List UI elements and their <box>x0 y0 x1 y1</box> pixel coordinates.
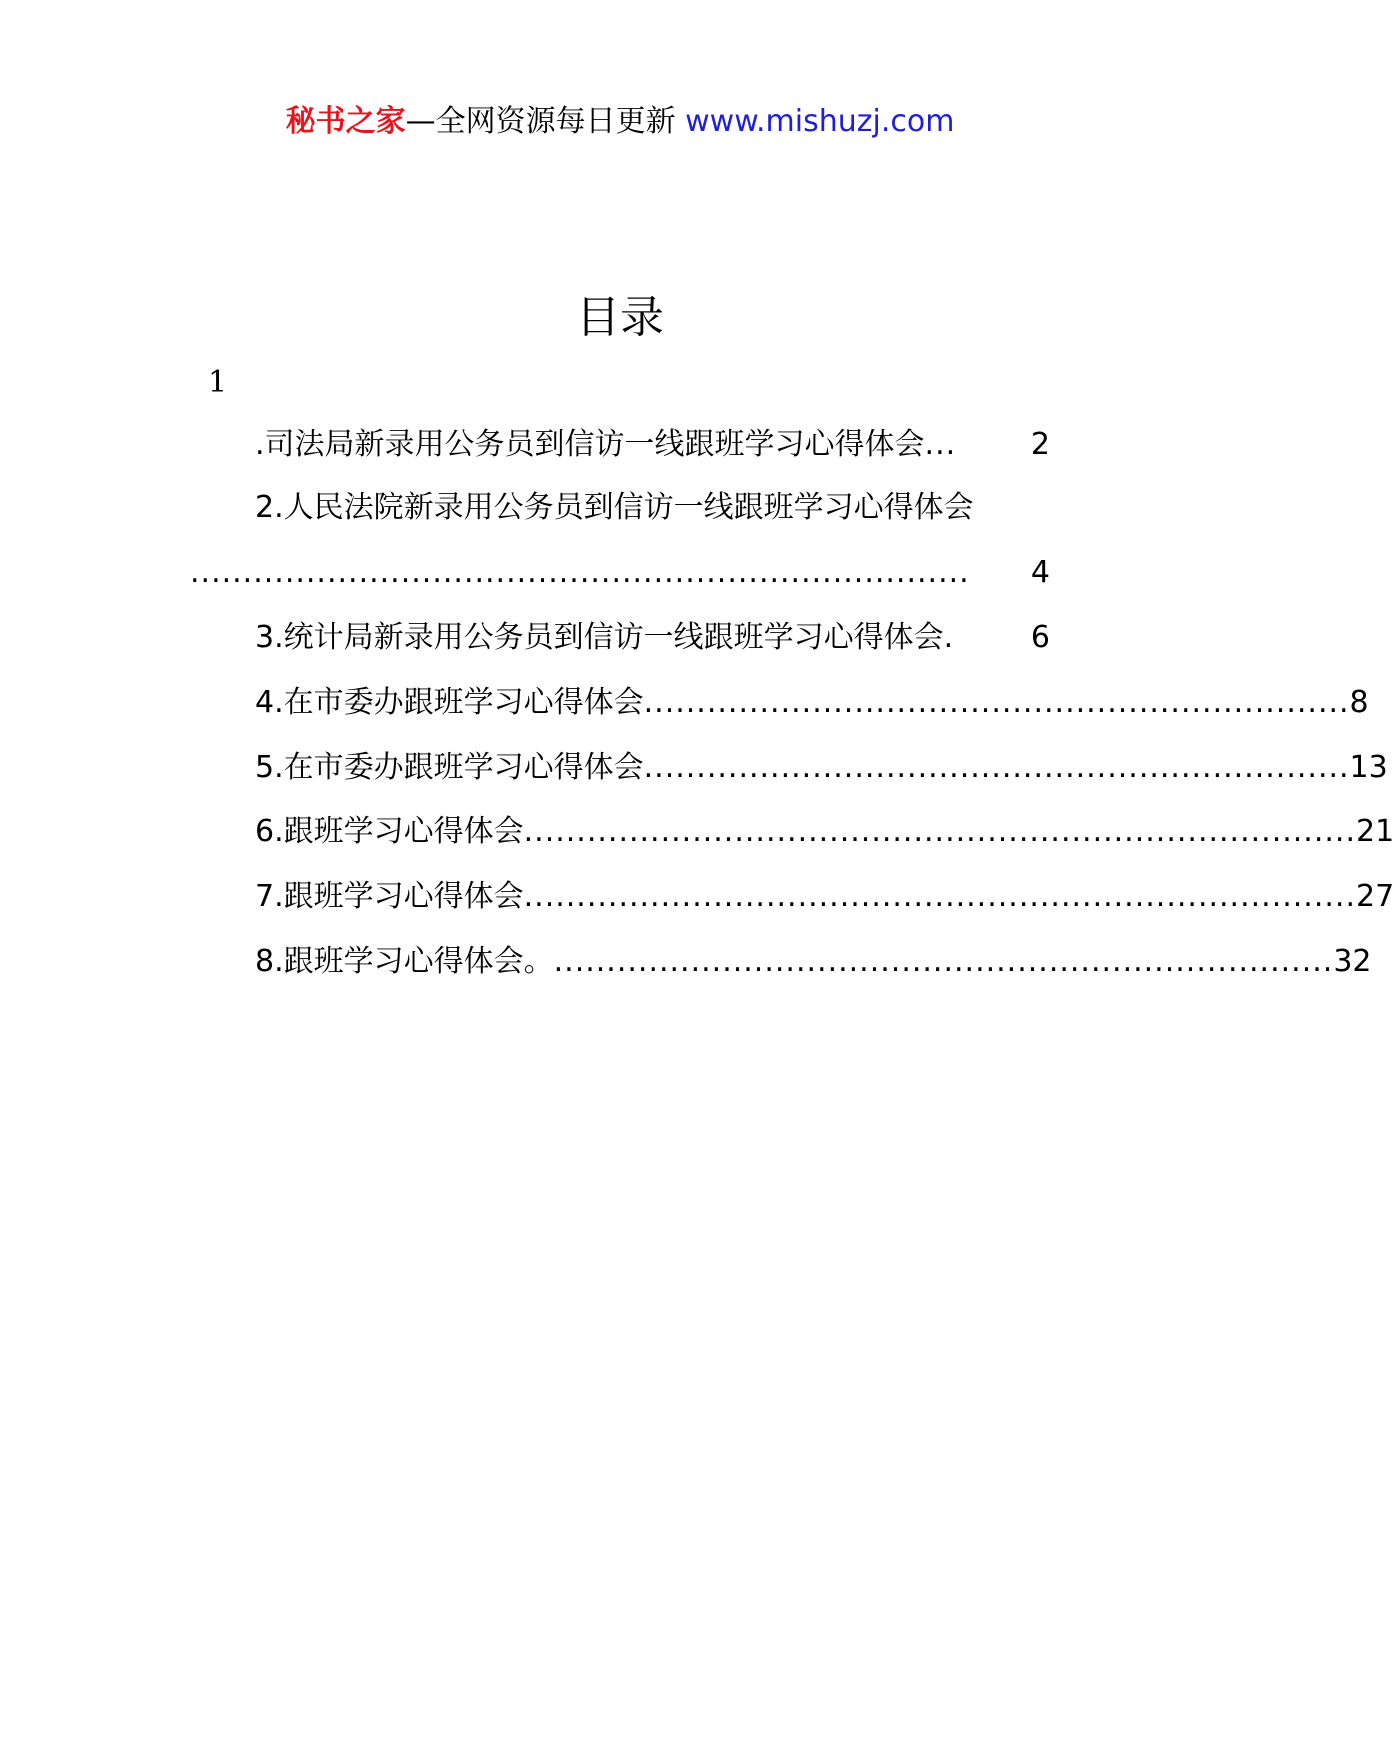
toc-entry-leader: ................................................................... <box>643 685 1350 720</box>
toc-stray-number: 1 <box>208 365 228 400</box>
toc-entry-page: 8 <box>1349 685 1369 720</box>
toc-entry-title: 7.跟班学习心得体会 <box>255 879 524 914</box>
toc-entry-7[interactable] <box>255 877 1394 917</box>
toc-entry-2[interactable] <box>255 488 1050 528</box>
toc-entry-5[interactable] <box>255 748 1388 788</box>
toc-entry-page: 21 <box>1355 814 1394 849</box>
toc-entry-3[interactable] <box>255 618 1050 658</box>
toc-entry-title: 5.在市委办跟班学习心得体会 <box>255 750 644 785</box>
toc-entry-leader: . <box>943 620 955 655</box>
toc-entry-title: 2.人民法院新录用公务员到信访一线跟班学习心得体会 <box>255 490 974 525</box>
toc-entry-page: 13 <box>1349 750 1388 785</box>
toc-entry-leader: ................................................................... <box>643 750 1350 785</box>
toc-entry-title: .司法局新录用公务员到信访一线跟班学习心得体会 <box>255 427 925 462</box>
toc-entry-page: 27 <box>1355 879 1394 914</box>
toc-entry-leader: .......................................................................... <box>190 555 970 590</box>
toc-entry-leader: .......................................................................... <box>553 944 1334 979</box>
toc-entry-leader: ............................................................................... <box>523 814 1356 849</box>
toc-entry-title: 8.跟班学习心得体会。 <box>255 944 554 979</box>
site-url[interactable]: www.mishuzj.com <box>685 104 955 139</box>
toc-entry-page: 4 <box>1030 555 1050 590</box>
toc-title: 目录 <box>576 292 664 343</box>
toc-entry-title: 3.统计局新录用公务员到信访一线跟班学习心得体会 <box>255 620 944 655</box>
toc-entry-page: 2 <box>1030 427 1050 462</box>
toc-entry-leader: ... <box>924 427 957 462</box>
toc-entry-8[interactable] <box>255 942 1372 982</box>
header-tagline: —全网资源每日更新 <box>405 104 686 139</box>
toc-entry-6[interactable] <box>255 812 1394 852</box>
toc-entry-title: 6.跟班学习心得体会 <box>255 814 524 849</box>
toc-entry-4[interactable] <box>255 683 1369 723</box>
toc-entry-1[interactable] <box>255 425 1050 465</box>
toc-entry-leader: ............................................................................... <box>523 879 1356 914</box>
toc-entry-2-continuation[interactable] <box>190 553 1050 593</box>
brand-name: 秘书之家 <box>285 104 406 139</box>
toc-entry-page: 6 <box>1030 620 1050 655</box>
toc-entry-page: 32 <box>1333 944 1372 979</box>
site-header <box>0 100 1240 144</box>
toc-entry-title: 4.在市委办跟班学习心得体会 <box>255 685 644 720</box>
